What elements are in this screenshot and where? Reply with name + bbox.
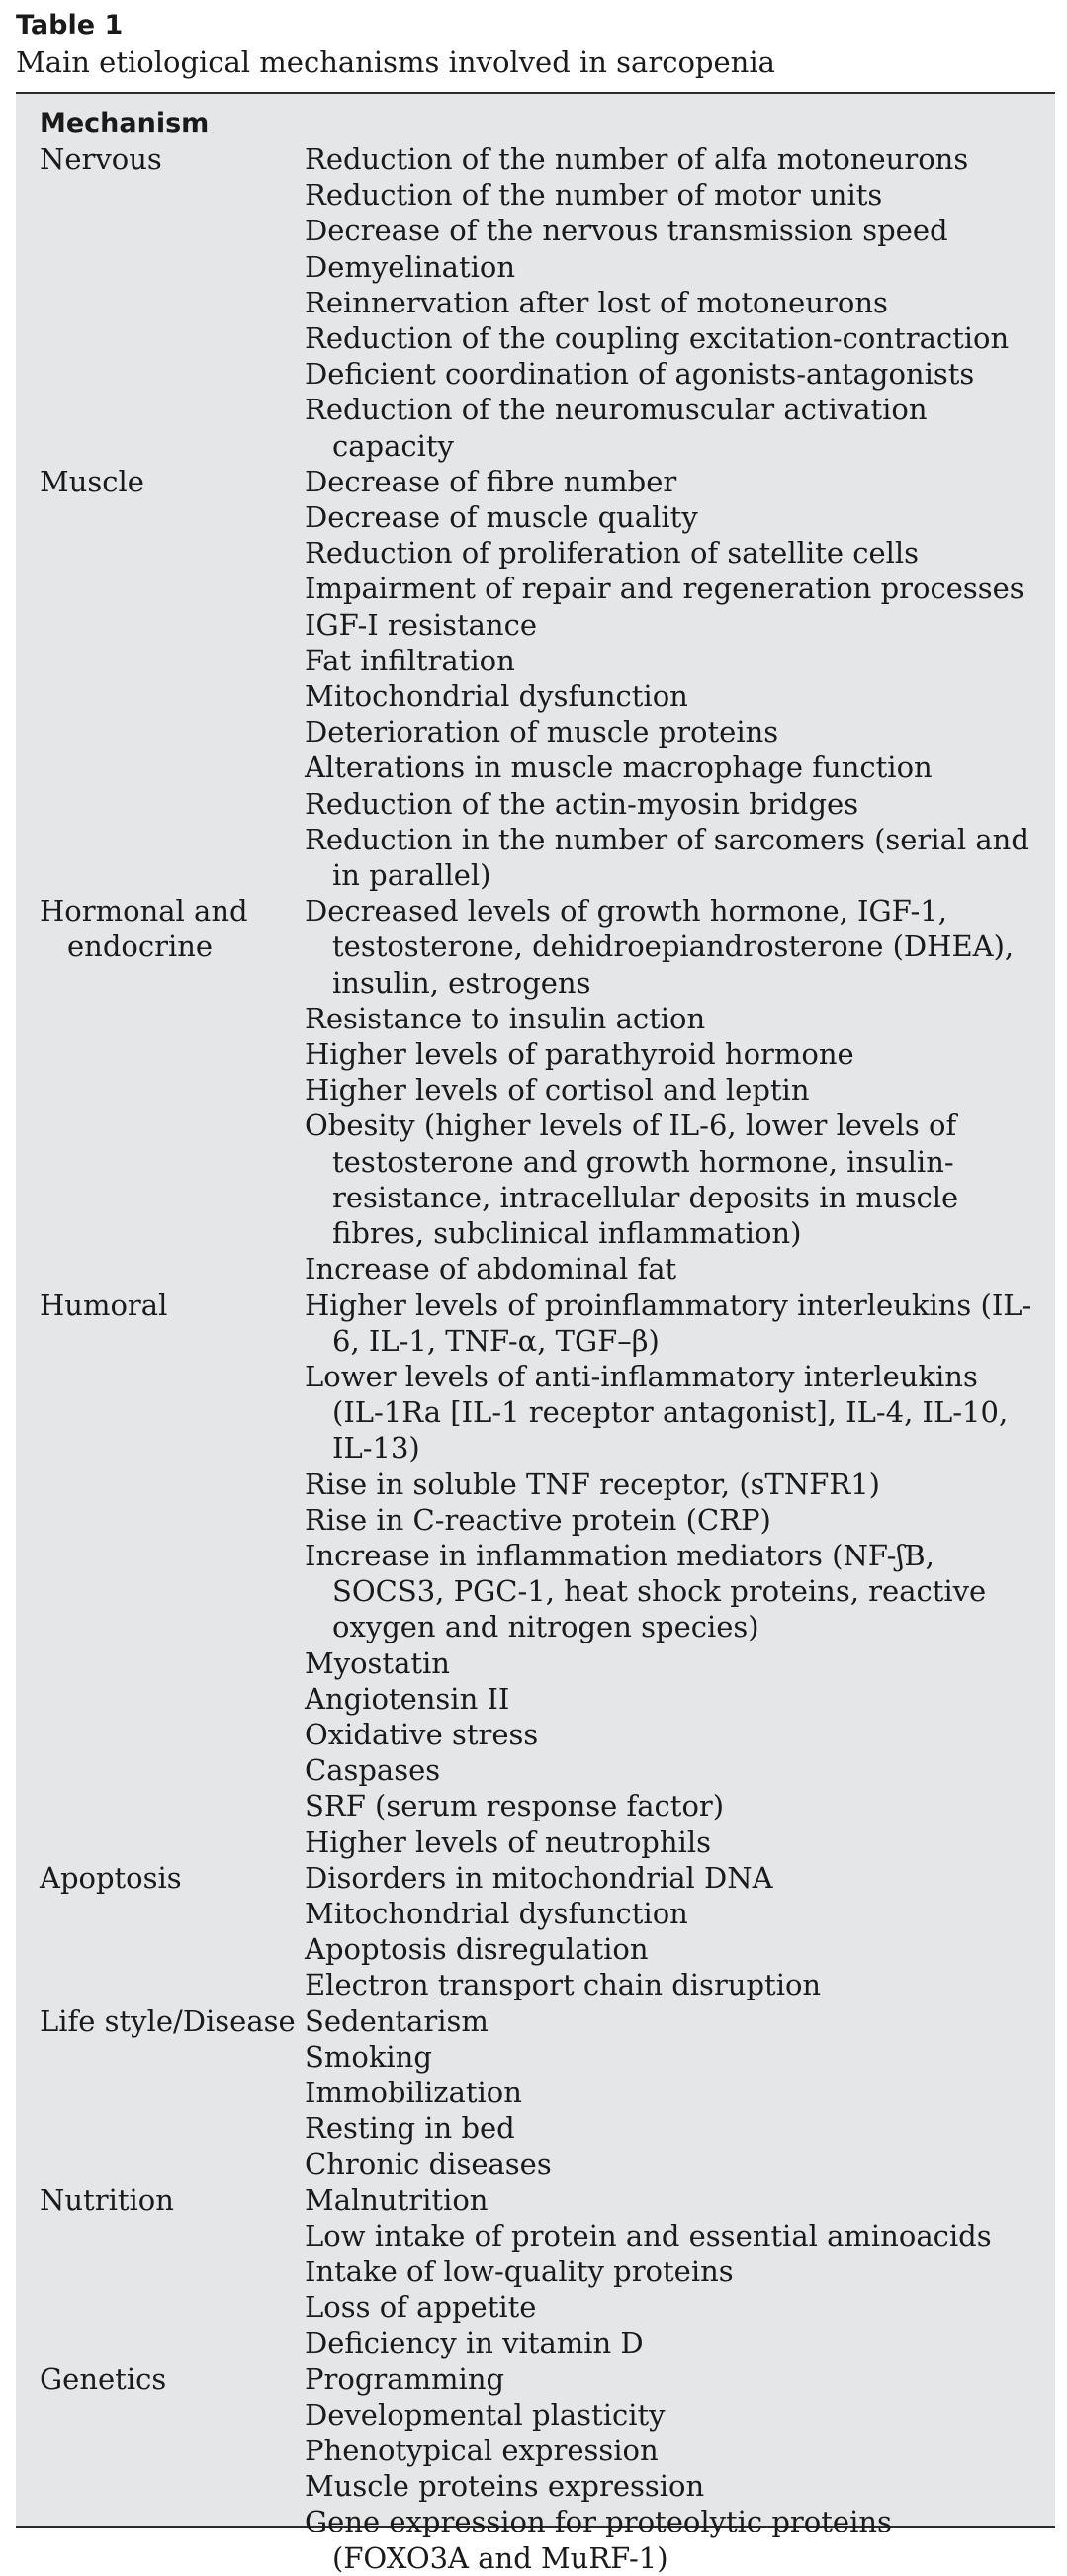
mechanism-name: Apoptosis <box>40 1860 182 1895</box>
mechanism-item: Deficiency in vitamin D <box>305 2326 644 2360</box>
mechanism-cell <box>16 1288 305 1323</box>
mechanism-item: Resting in bed <box>305 2111 515 2146</box>
mechanism-item: Reduction in the number of sarcomers (serial and in parallel) <box>305 822 1029 893</box>
mechanism-item: Reduction of the coupling excitation-contraction <box>305 321 1010 356</box>
mechanism-name: Humoral <box>40 1288 168 1322</box>
mechanism-group <box>16 893 1055 1287</box>
mechanism-item: Deterioration of muscle proteins <box>305 715 779 750</box>
mechanism-item: Obesity (higher levels of IL-6, lower levels of testosterone and growth hormone, insulin-resistance, intracellular deposits in muscle fibres, subclinical inflammation) <box>305 1109 959 1251</box>
mechanism-item: Decreased levels of growth hormone, IGF-1, testosterone, dehidroepiandrosterone (DHEA), insulin, estrogens <box>305 894 1015 1000</box>
mechanism-item: Gene expression for proteolytic proteins (FOXO3A and MuRF-1) <box>305 2505 892 2575</box>
mechanism-items <box>305 1288 1036 1860</box>
mechanism-item: Reduction of the number of alfa motoneurons <box>305 142 969 176</box>
mechanism-item: Decrease of muscle quality <box>305 500 698 535</box>
mechanism-item: Impairment of repair and regeneration processes <box>305 572 1024 606</box>
mechanism-cell <box>16 2003 305 2039</box>
mechanism-group <box>16 141 1055 464</box>
mechanism-name: Hormonal and endocrine <box>40 894 248 964</box>
mechanism-item: Higher levels of parathyroid hormone <box>305 1037 854 1072</box>
mechanism-name: Muscle <box>40 464 144 498</box>
mechanism-group <box>16 1860 1055 2003</box>
mechanism-item: Increase in inflammation mediators (NF-ʃB, SOCS3, PGC-1, heat shock proteins, reactive oxygen and nitrogen species) <box>305 1538 987 1644</box>
mechanism-item: Higher levels of proinflammatory interleukins (IL-6, IL-1, TNF-α, TGF–β) <box>305 1288 1032 1358</box>
mechanism-item: Low intake of protein and essential aminoacids <box>305 2218 992 2253</box>
mechanism-item: Caspases <box>305 1753 441 1788</box>
mechanism-cell <box>16 1860 305 1896</box>
mechanism-item: SRF (serum response factor) <box>305 1789 725 1823</box>
table-body <box>16 141 1055 2576</box>
mechanism-item: Reduction of the number of motor units <box>305 178 883 213</box>
mechanism-item: Reinnervation after lost of motoneurons <box>305 285 888 319</box>
mechanism-item: Resistance to insulin action <box>305 1001 706 1035</box>
column-header-mechanism: Mechanism <box>40 108 210 138</box>
mechanism-group <box>16 2003 1055 2182</box>
mechanism-item: Smoking <box>305 2039 432 2074</box>
mechanism-item: Sedentarism <box>305 2003 489 2038</box>
mechanism-item: Demyelination <box>305 249 516 284</box>
mechanism-item: Rise in C-reactive protein (CRP) <box>305 1502 771 1537</box>
mechanism-item: Disorders in mitochondrial DNA <box>305 1860 773 1895</box>
mechanism-item: Loss of appetite <box>305 2290 537 2325</box>
mechanism-item: Angiotensin II <box>305 1681 510 1716</box>
mechanism-item: Decrease of the nervous transmission speed <box>305 214 948 248</box>
mechanism-item: Apoptosis disregulation <box>305 1932 649 1967</box>
mechanism-item: Deficient coordination of agonists-antagonists <box>305 357 975 392</box>
mechanism-item: Myostatin <box>305 1645 450 1680</box>
mechanism-item: Fat infiltration <box>305 643 515 677</box>
mechanism-item: Oxidative stress <box>305 1717 539 1751</box>
mechanism-items <box>305 893 1036 1287</box>
mechanism-cell <box>16 893 305 964</box>
mechanism-item: Electron transport chain disruption <box>305 1968 822 2002</box>
mechanism-item: Reduction of the actin-myosin bridges <box>305 786 859 821</box>
mechanism-items <box>305 2003 1036 2182</box>
mechanism-items <box>305 2182 1036 2361</box>
mechanism-group <box>16 2182 1055 2361</box>
mechanism-item: Intake of low-quality proteins <box>305 2254 734 2288</box>
mechanism-cell <box>16 2182 305 2218</box>
mechanism-items <box>305 1860 1036 2003</box>
mechanism-item: Alterations in muscle macrophage function <box>305 751 933 785</box>
mechanism-item: Muscle proteins expression <box>305 2469 705 2504</box>
mechanism-item: Mitochondrial dysfunction <box>305 679 688 714</box>
mechanism-item: Decrease of fibre number <box>305 464 677 498</box>
mechanism-item: Reduction of the neuromuscular activation capacity <box>305 393 928 463</box>
mechanism-item: Programming <box>305 2361 505 2396</box>
mechanism-cell <box>16 141 305 177</box>
mechanism-item: Immobilization <box>305 2075 522 2109</box>
mechanism-items <box>305 141 1036 464</box>
mechanism-group <box>16 1288 1055 1860</box>
mechanism-name: Nutrition <box>40 2182 174 2217</box>
table-label: Table 1 <box>16 10 124 41</box>
mechanism-item: Phenotypical expression <box>305 2434 659 2467</box>
mechanism-item: Lower levels of anti-inflammatory interleukins (IL-1Ra [IL-1 receptor antagonist], IL-4, IL-10, IL-13) <box>305 1359 1009 1466</box>
mechanism-name: Nervous <box>40 142 162 176</box>
mechanism-item: Chronic diseases <box>305 2147 552 2181</box>
mechanism-name: Genetics <box>40 2361 167 2396</box>
mechanism-cell <box>16 2361 305 2397</box>
mechanism-item: Higher levels of cortisol and leptin <box>305 1073 810 1108</box>
mechanism-item: Higher levels of neutrophils <box>305 1824 711 1859</box>
mechanism-item: Developmental plasticity <box>305 2397 666 2432</box>
mechanism-items <box>305 2361 1036 2576</box>
mechanism-item: Rise in soluble TNF receptor, (sTNFR1) <box>305 1466 880 1501</box>
mechanism-item: Reduction of proliferation of satellite cells <box>305 536 920 571</box>
table-caption <box>16 8 1054 81</box>
mechanism-item: Increase of abdominal fat <box>305 1252 677 1287</box>
mechanism-items <box>305 464 1036 893</box>
mechanism-item: Mitochondrial dysfunction <box>305 1896 688 1930</box>
mechanism-item: IGF-I resistance <box>305 607 538 642</box>
table-title: Main etiological mechanisms involved in sarcopenia <box>16 45 775 79</box>
mechanism-name: Life style/Disease <box>40 2003 296 2038</box>
mechanism-group <box>16 2361 1055 2576</box>
mechanism-item: Malnutrition <box>305 2182 489 2217</box>
mechanism-cell <box>16 464 305 499</box>
mechanism-group <box>16 464 1055 893</box>
mechanisms-table <box>16 92 1055 2575</box>
